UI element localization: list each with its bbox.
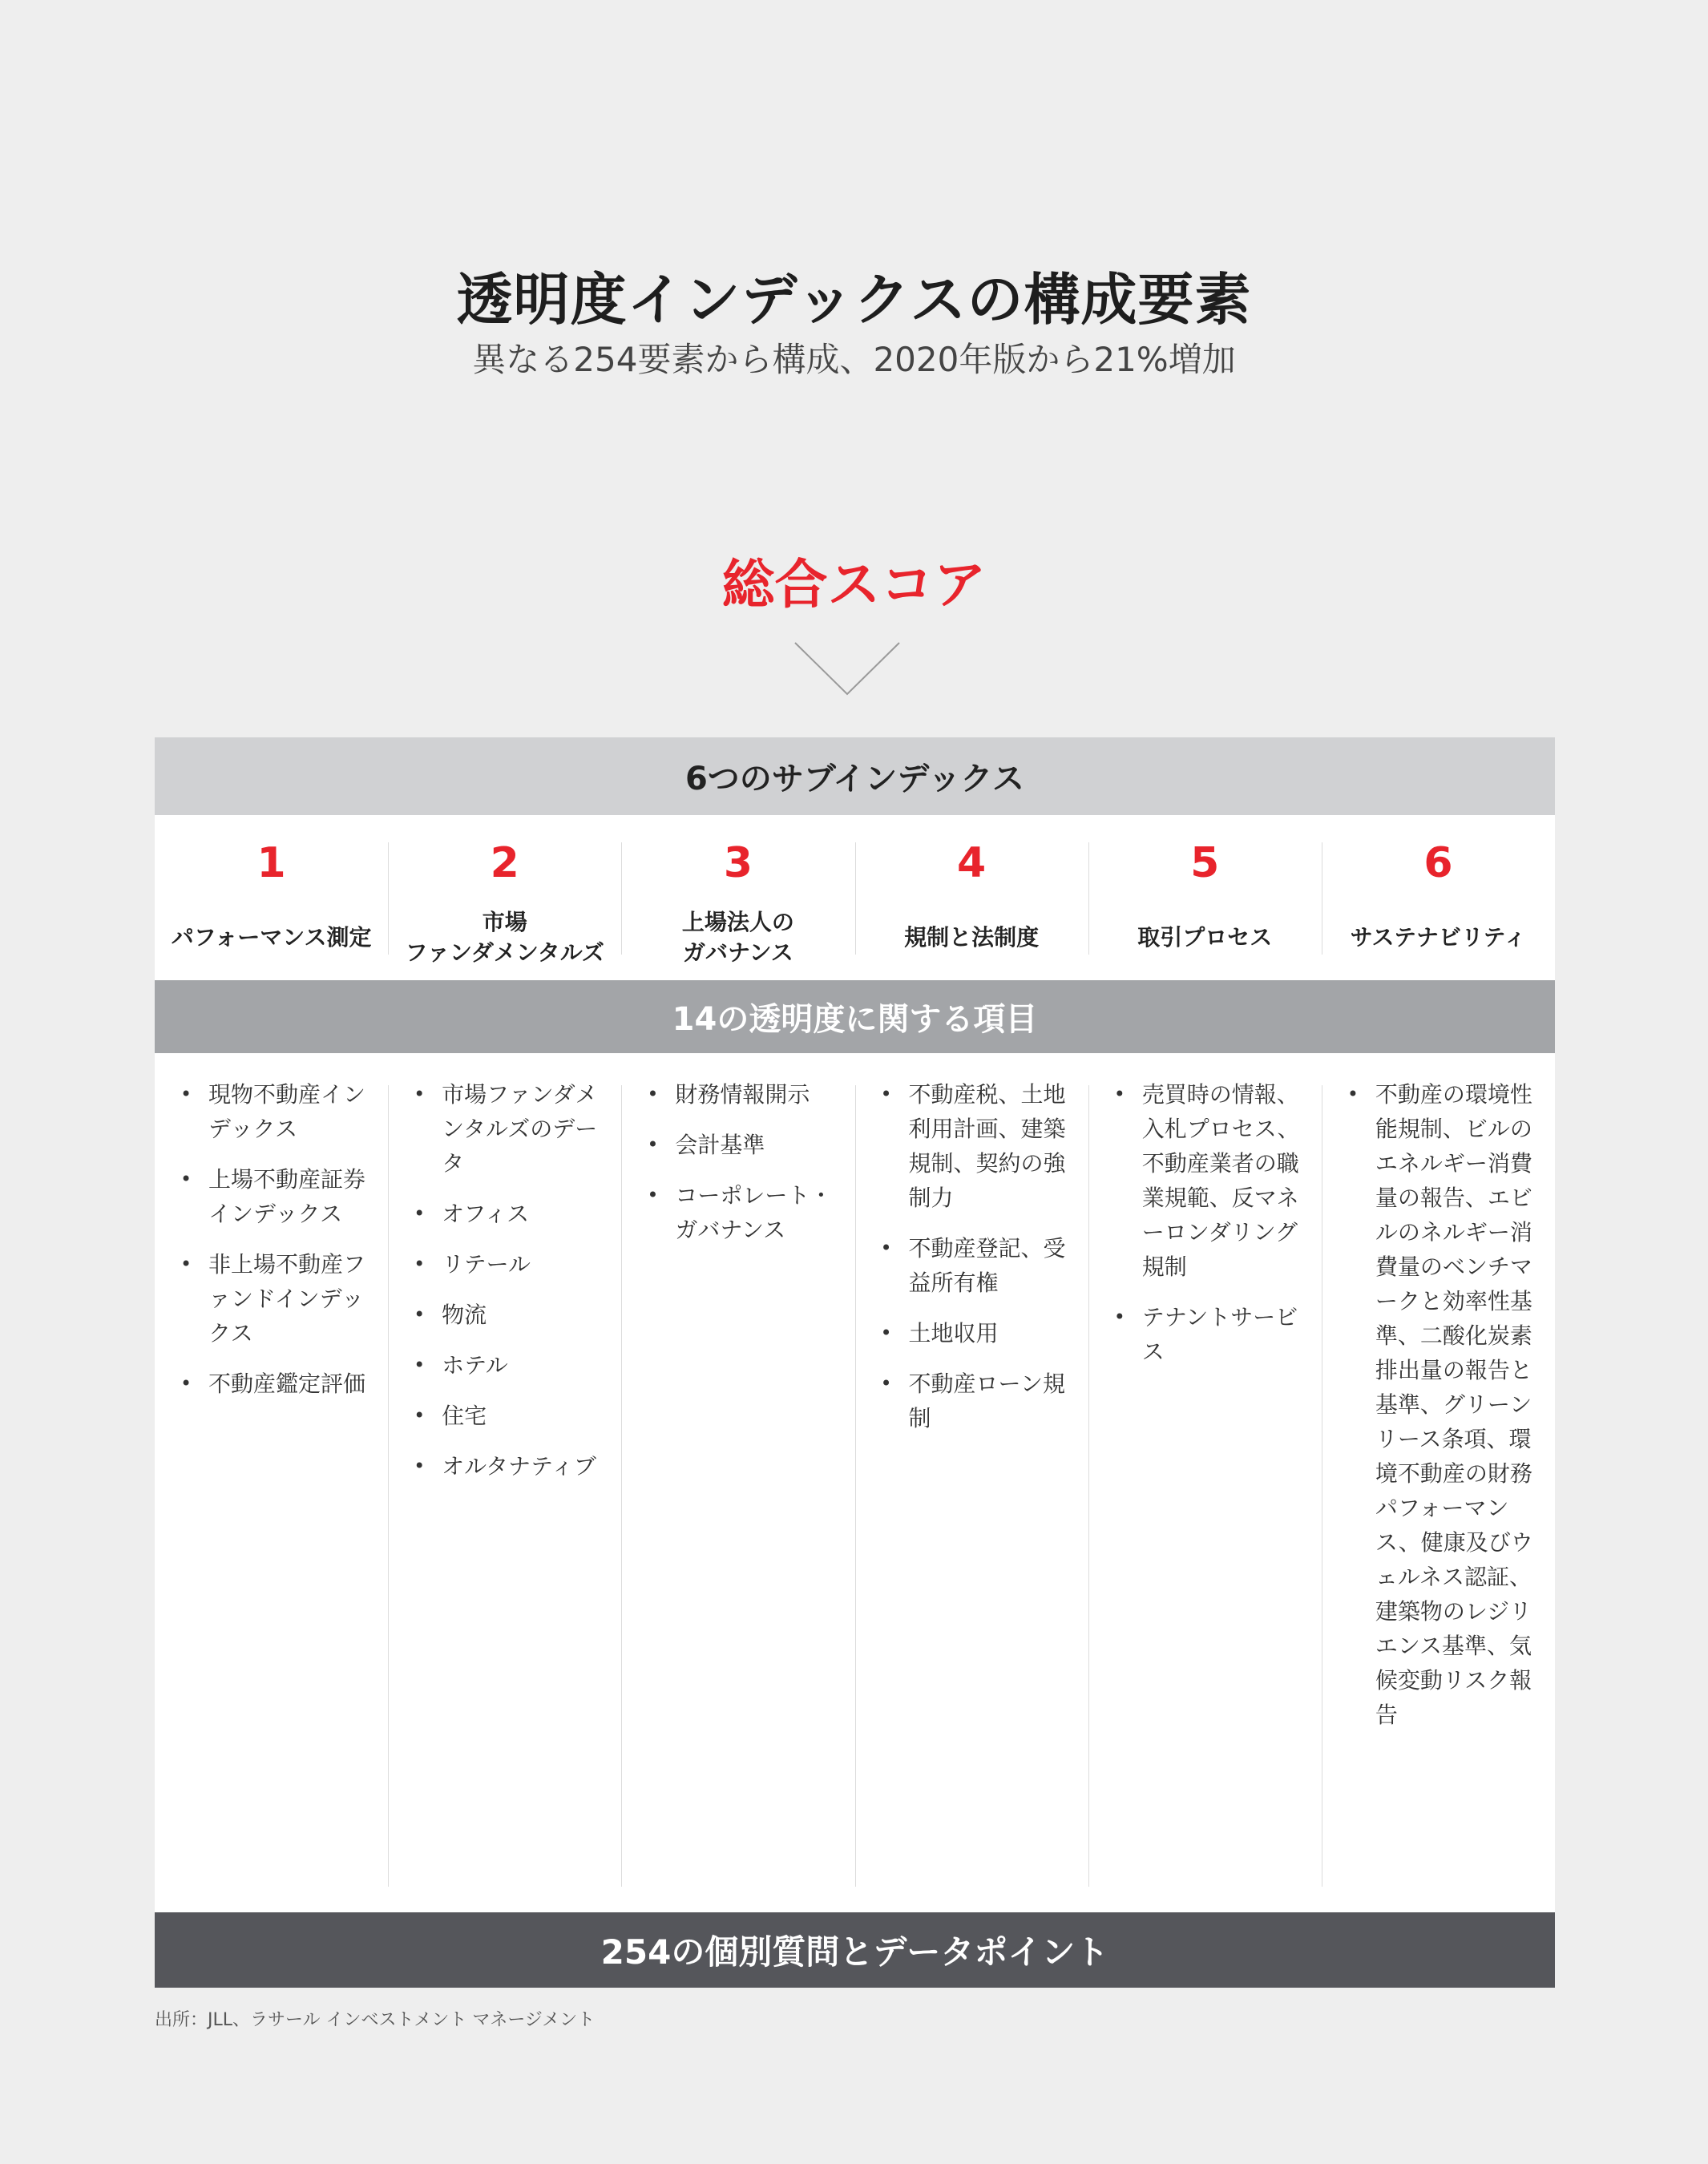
list-item: • 物流 (414, 1298, 604, 1332)
sub-index-label: 取引プロセス (1137, 924, 1273, 951)
sub-index-number: 3 (723, 839, 753, 887)
list-item: • 市場ファンダメンタルズのデータ (414, 1077, 604, 1181)
list-item: • 住宅 (414, 1399, 604, 1433)
topic-list (414, 1077, 604, 1484)
sub-index-number: 1 (256, 839, 286, 887)
topic-list (180, 1077, 370, 1401)
list-item: • 上場不動産証券インデックス (180, 1162, 370, 1231)
sub-index-1 (155, 815, 388, 980)
list-item: • オフィス (414, 1197, 604, 1231)
topics-column-5 (1088, 1053, 1322, 1903)
topics-column-6 (1322, 1053, 1555, 1903)
list-item: • 不動産ローン規制 (881, 1367, 1071, 1435)
topics-columns (155, 1053, 1555, 1903)
list-item: • 売買時の情報、入札プロセス、不動産業者の職業規範、反マネーロンダリング規制 (1114, 1077, 1304, 1284)
chevron-down-icon (793, 641, 901, 697)
list-item: • 非上場不動産ファンドインデックス (180, 1247, 370, 1350)
overall-score-heading: 総合スコア (721, 554, 987, 616)
list-item: • ホテル (414, 1348, 604, 1383)
sub-index-number: 5 (1190, 839, 1220, 887)
topic-list (1347, 1077, 1537, 1732)
list-item: • 現物不動産インデックス (180, 1077, 370, 1146)
list-item: • 財務情報開示 (647, 1077, 837, 1112)
sub-index-row (155, 815, 1555, 980)
sub-index-label: 規制と法制度 (904, 924, 1040, 951)
list-item: • リテール (414, 1247, 604, 1282)
list-item: • 会計基準 (647, 1128, 837, 1162)
sub-index-label: パフォーマンス測定 (171, 924, 372, 951)
sub-index-label: 市場 ファンダメンタルズ (405, 909, 604, 966)
list-item: • 不動産鑑定評価 (180, 1367, 370, 1401)
sub-index-number: 6 (1423, 839, 1453, 887)
sub-index-label: サステナビリティ (1350, 924, 1527, 951)
list-item: • 不動産の環境性能規制、ビルのエネルギー消費量の報告、エビルのネルギー消費量のベンチマークと効率性基準、二酸化炭素排出量の報告と基準、グリーンリース条項、環境不動産の財務パフォーマンス、健康及びウェルネス認証、建築物のレジリエンス基準、気候変動リスク報告 (1347, 1077, 1537, 1732)
list-item: • テナントサービス (1114, 1300, 1304, 1369)
topics-column-4 (855, 1053, 1088, 1903)
sub-index-4 (855, 815, 1088, 980)
sub-index-number: 4 (957, 839, 987, 887)
sub-index-6 (1322, 815, 1555, 980)
list-item: • 不動産税、土地利用計画、建築規制、契約の強制力 (881, 1077, 1071, 1215)
topics-column-1 (155, 1053, 388, 1903)
sub-index-3 (621, 815, 854, 980)
page-subtitle: 異なる254要素から構成、2020年版から21%増加 (472, 340, 1236, 379)
sub-index-number: 2 (490, 839, 519, 887)
topic-list (1114, 1077, 1304, 1369)
topic-list (881, 1077, 1071, 1435)
sub-index-header: 6つのサブインデックス (155, 737, 1555, 815)
data-points-footer: 254の個別質問とデータポイント (155, 1912, 1555, 1988)
topics-header: 14の透明度に関する項目 (155, 980, 1555, 1053)
page-title: 透明度インデックスの構成要素 (456, 267, 1252, 333)
topics-column-3 (621, 1053, 854, 1903)
list-item: • コーポレート・ガバナンス (647, 1178, 837, 1247)
list-item: • オルタナティブ (414, 1449, 604, 1484)
sub-index-2 (388, 815, 621, 980)
index-structure-panel (155, 737, 1555, 1988)
sub-index-5 (1088, 815, 1322, 980)
source-note: 出所：JLL、ラサール インベストメント マネージメント (155, 2010, 596, 2030)
list-item: • 土地収用 (881, 1316, 1071, 1350)
list-item: • 不動産登記、受益所有権 (881, 1231, 1071, 1300)
topic-list (647, 1077, 837, 1247)
topics-column-2 (388, 1053, 621, 1903)
sub-index-label: 上場法人の ガバナンス (681, 909, 794, 966)
